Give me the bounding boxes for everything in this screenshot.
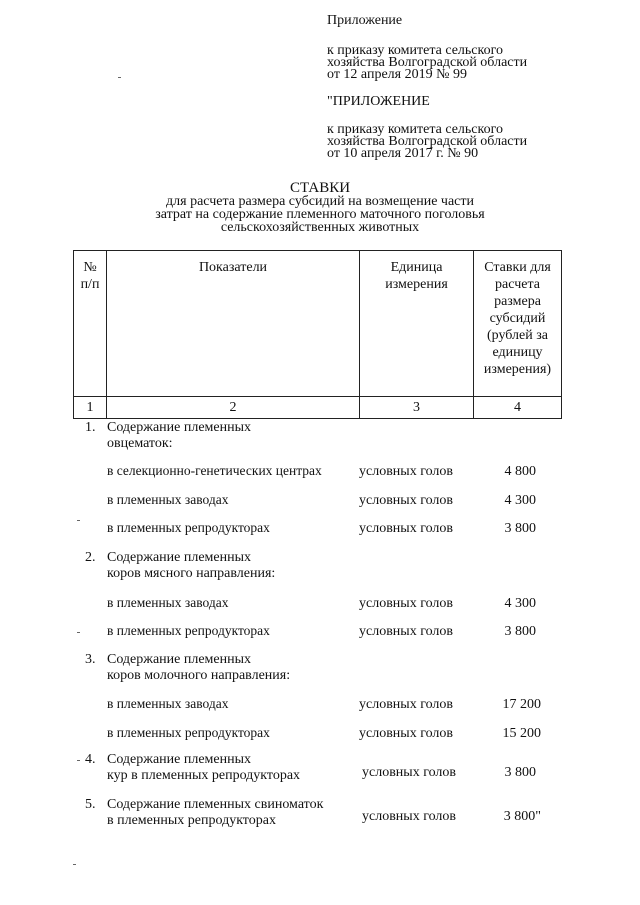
s3-row-2-name: в племенных репродукторах	[107, 725, 270, 740]
section-4-unit: условных голов	[362, 765, 457, 780]
section-4-title-line-2: кур в племенных репродукторах	[107, 768, 301, 783]
s3-row-1-unit: условных голов	[359, 697, 454, 712]
section-2-title-line-2: коров мясного направления:	[107, 566, 276, 581]
section-5-number: 5.	[85, 797, 96, 812]
appendix-title-quoted: "ПРИЛОЖЕНИЕ	[327, 94, 430, 109]
s3-row-1-name: в племенных заводах	[107, 696, 229, 711]
s2-row-2-rate: 3 800	[504, 624, 536, 639]
s1-row-2-name: в племенных заводах	[107, 492, 229, 507]
document-title: СТАВКИ	[289, 180, 351, 196]
s1-row-3-name: в племенных репродукторах	[107, 520, 270, 535]
col-rate-header: Ставки для расчета размера субсидий (рублей за единицу измерения)	[474, 251, 562, 397]
s1-row-2-rate: 4 300	[504, 493, 536, 508]
s2-row-2-unit: условных голов	[359, 624, 454, 639]
s1-row-1-unit: условных голов	[359, 464, 454, 479]
section-5-rate: 3 800"	[503, 809, 541, 824]
section-2-title-line-1: Содержание племенных	[107, 550, 252, 565]
scan-speck	[73, 864, 76, 865]
s3-row-1-rate: 17 200	[502, 697, 541, 712]
order-ref-line-3: от 12 апреля 2019 № 99	[327, 67, 467, 82]
order-ref-line-2: хозяйства Волгоградской области	[327, 55, 528, 70]
col-indicators-index: 2	[107, 397, 360, 419]
scan-speck	[118, 77, 121, 78]
section-1-title-line-1: Содержание племенных	[107, 420, 252, 435]
section-4-title-line-1: Содержание племенных	[107, 752, 252, 767]
s1-row-1-rate: 4 800	[504, 464, 536, 479]
section-1-title-line-2: овцематок:	[107, 436, 173, 451]
prev-order-ref-line-1: к приказу комитета сельского	[327, 122, 504, 137]
section-5-unit: условных голов	[362, 809, 457, 824]
col-rate-index: 4	[474, 397, 562, 419]
s2-row-1-unit: условных голов	[359, 596, 454, 611]
s2-row-1-name: в племенных заводах	[107, 595, 229, 610]
section-5-title-line-1: Содержание племенных свиноматок	[107, 797, 324, 812]
appendix-title: Приложение	[327, 13, 403, 28]
scan-speck	[77, 760, 80, 761]
scan-speck	[77, 632, 80, 633]
section-2-number: 2.	[85, 550, 96, 565]
document-subtitle-line-3: сельскохозяйственных животных	[220, 220, 420, 235]
s3-row-2-unit: условных голов	[359, 726, 454, 741]
document-subtitle-line-2: затрат на содержание племенного маточного поголовья	[155, 207, 485, 222]
rates-table-header	[73, 250, 562, 419]
col-number-index: 1	[74, 397, 107, 419]
section-1-number: 1.	[85, 420, 96, 435]
section-5-title-line-2: в племенных репродукторах	[107, 813, 276, 828]
section-4-rate: 3 800	[504, 765, 536, 780]
scan-speck	[77, 520, 80, 521]
col-unit-header: Единица измерения	[360, 251, 474, 397]
s1-row-3-rate: 3 800	[504, 521, 536, 536]
document-subtitle-line-1: для расчета размера субсидий на возмещение части	[166, 194, 474, 209]
s1-row-2-unit: условных голов	[359, 493, 454, 508]
col-indicators-header: Показатели	[107, 251, 360, 397]
s2-row-1-rate: 4 300	[504, 596, 536, 611]
section-3-title-line-1: Содержание племенных	[107, 652, 252, 667]
s3-row-2-rate: 15 200	[502, 726, 541, 741]
section-3-title-line-2: коров молочного направления:	[107, 668, 291, 683]
prev-order-ref-line-3: от 10 апреля 2017 г. № 90	[327, 146, 479, 161]
s1-row-1-name: в селекционно-генетических центрах	[107, 463, 322, 478]
section-3-number: 3.	[85, 652, 96, 667]
col-unit-index: 3	[360, 397, 474, 419]
order-ref-line-1: к приказу комитета сельского	[327, 43, 504, 58]
section-4-number: 4.	[85, 752, 96, 767]
s1-row-3-unit: условных голов	[359, 521, 454, 536]
prev-order-ref-line-2: хозяйства Волгоградской области	[327, 134, 528, 149]
s2-row-2-name: в племенных репродукторах	[107, 623, 270, 638]
col-number-header: № п/п	[74, 251, 107, 397]
